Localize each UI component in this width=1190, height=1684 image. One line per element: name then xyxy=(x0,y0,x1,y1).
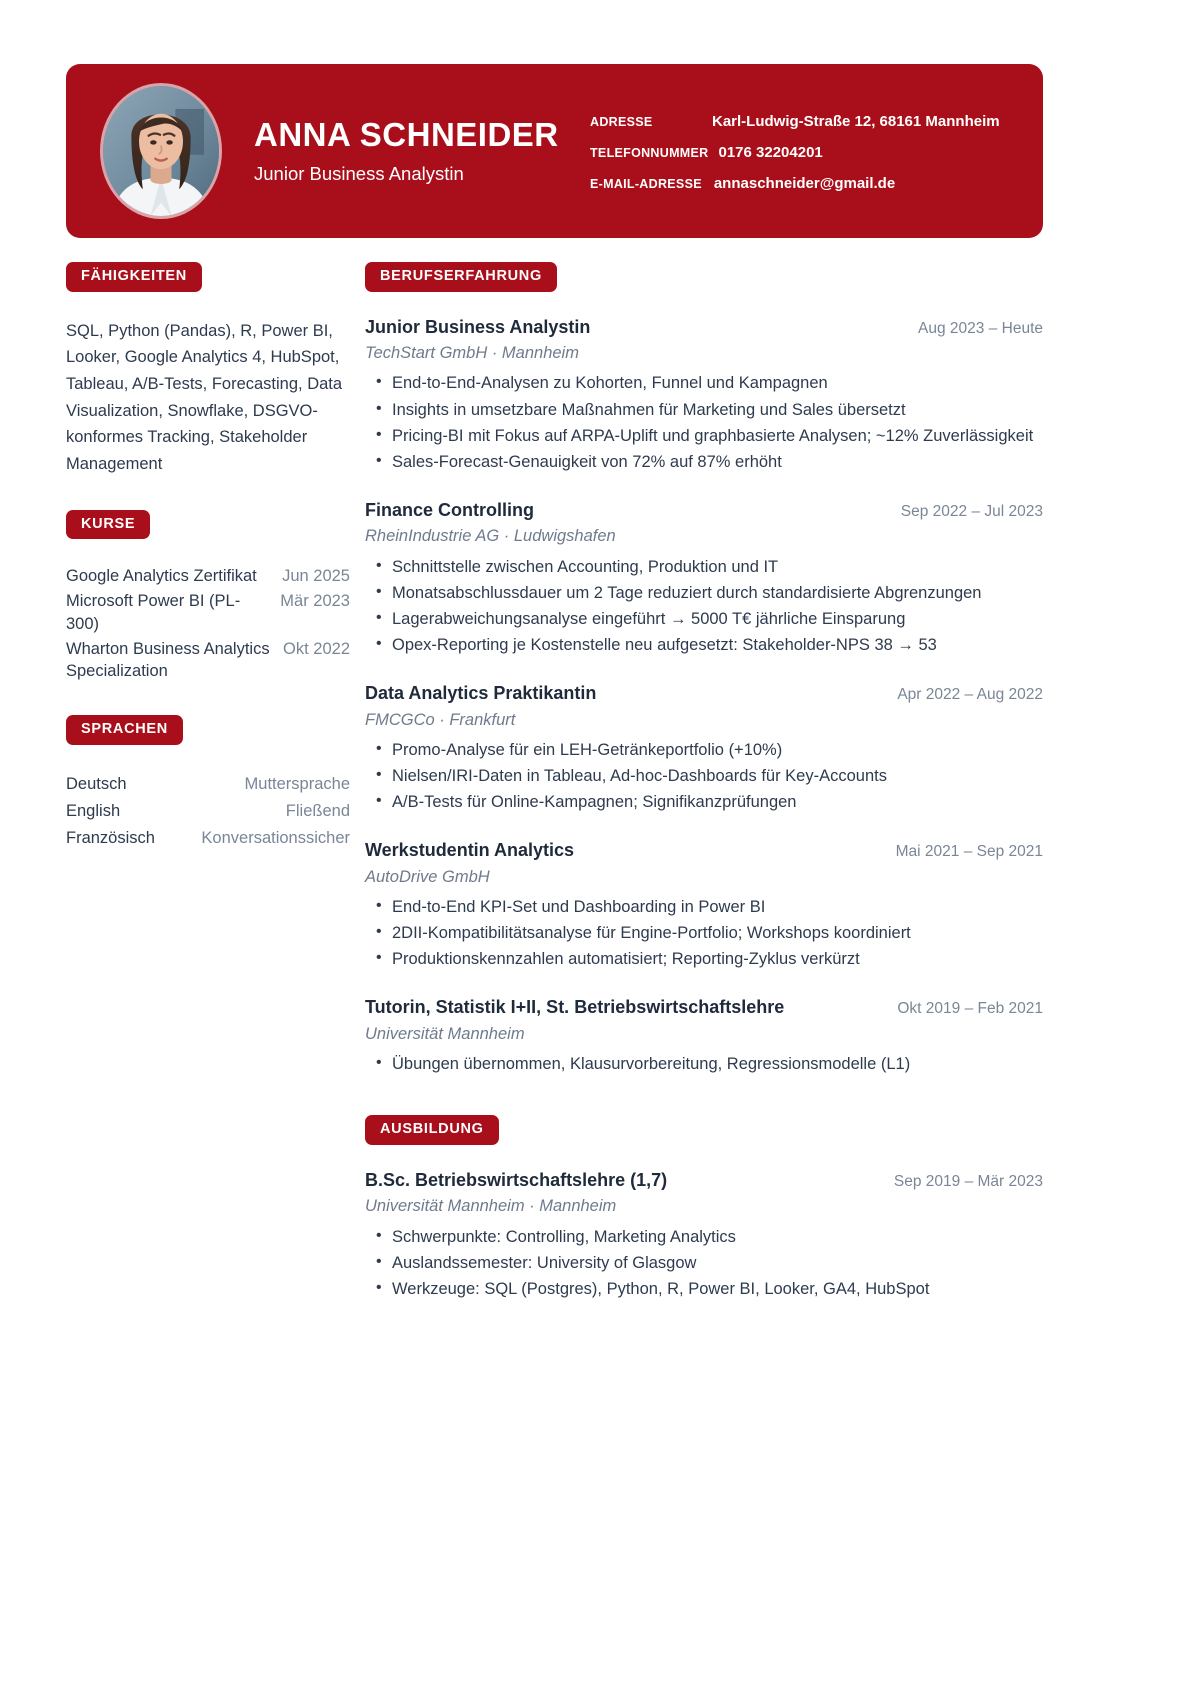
courses-list xyxy=(66,565,350,683)
entry-bullets xyxy=(365,371,1043,474)
entry-date: Aug 2023 – Heute xyxy=(918,319,1043,337)
entry-organization: Universität Mannheim xyxy=(365,1024,525,1043)
experience-entry xyxy=(365,316,1043,475)
header-banner xyxy=(66,64,1043,238)
entry-bullets xyxy=(365,738,1043,815)
entry-header xyxy=(365,1169,1043,1192)
list-item xyxy=(66,565,350,588)
entry-title: Tutorin, Statistik I+II, St. Betriebswirtschaftslehre xyxy=(365,997,785,1018)
list-item: • 2DII-Kompatibilitätsanalyse für Engine-Portfolio; Workshops koordiniert xyxy=(376,921,1043,946)
contact-row-address xyxy=(590,113,1043,130)
contact-row-email xyxy=(590,175,1043,192)
list-item: • A/B-Tests für Online-Kampagnen; Signifikanzprüfungen xyxy=(376,790,1043,815)
entry-organization: FMCGCo · Frankfurt xyxy=(365,710,516,729)
email-value[interactable]: annaschneider@gmail.de xyxy=(713,174,896,192)
section-heading-courses: KURSE xyxy=(66,510,150,540)
course-date: Okt 2022 xyxy=(283,639,350,658)
sidebar xyxy=(0,262,360,852)
list-item xyxy=(66,825,350,852)
contact-row-phone xyxy=(590,144,1043,161)
entry-title: Finance Controlling xyxy=(365,499,534,520)
education-section xyxy=(365,1115,1043,1302)
entry-header xyxy=(365,839,1043,862)
languages-section xyxy=(66,715,350,852)
list-item: • Schwerpunkte: Controlling, Marketing Analytics xyxy=(376,1225,1043,1250)
list-item: • End-to-End-Analysen zu Kohorten, Funnel und Kampagnen xyxy=(376,371,1043,396)
list-item: • Opex-Reporting je Kostenstelle neu aufgesetzt: Stakeholder-NPS 38 → 53 xyxy=(376,633,1043,658)
language-level: Konversationssicher xyxy=(201,829,350,848)
experience-entry xyxy=(365,839,1043,972)
language-level: Fließend xyxy=(285,801,350,820)
language-name: Deutsch xyxy=(66,774,127,793)
entry-date: Sep 2022 – Jul 2023 xyxy=(900,502,1043,520)
language-name: Französisch xyxy=(66,829,155,848)
entry-header xyxy=(365,499,1043,522)
list-item: • Übungen übernommen, Klausurvorbereitung, Regressionsmodelle (L1) xyxy=(376,1052,1043,1077)
phone-value: 0176 32204201 xyxy=(718,143,823,161)
person-role: Junior Business Analystin xyxy=(254,162,464,184)
course-name: Google Analytics Zertifikat xyxy=(66,567,257,586)
section-heading-skills: FÄHIGKEITEN xyxy=(66,262,202,292)
list-item: • Auslandssemester: University of Glasgow xyxy=(376,1251,1043,1276)
entry-bullets xyxy=(365,555,1043,658)
language-name: English xyxy=(66,801,121,820)
address-label: ADRESSE xyxy=(590,114,653,129)
course-date: Mär 2023 xyxy=(280,592,350,611)
address-value: Karl-Ludwig-Straße 12, 68161 Mannheim xyxy=(712,112,1000,130)
entry-date: Okt 2019 – Feb 2021 xyxy=(897,1000,1043,1018)
languages-list xyxy=(66,771,350,853)
contact-block xyxy=(590,111,1043,192)
experience-entry xyxy=(365,499,1043,658)
list-item: • Sales-Forecast-Genauigkeit von 72% auf 87% erhöht xyxy=(376,450,1043,475)
list-item xyxy=(66,798,350,825)
list-item xyxy=(66,638,350,684)
course-name: Wharton Business Analytics Specialization xyxy=(66,639,270,681)
body-columns xyxy=(0,262,1190,1303)
entry-date: Sep 2019 – Mär 2023 xyxy=(893,1172,1043,1190)
list-item: • Werkzeuge: SQL (Postgres), Python, R, Power BI, Looker, GA4, HubSpot xyxy=(376,1277,1043,1302)
email-label: E-MAIL-ADRESSE xyxy=(590,176,702,191)
list-item: • Lagerabweichungsanalyse eingeführt → 5000 T€ jährliche Einsparung xyxy=(376,607,1043,632)
avatar-photo-icon xyxy=(103,86,219,216)
entry-header xyxy=(365,682,1043,705)
list-item: • End-to-End KPI-Set und Dashboarding in Power BI xyxy=(376,895,1043,920)
entry-date: Apr 2022 – Aug 2022 xyxy=(897,686,1043,703)
list-item xyxy=(66,590,350,636)
list-item xyxy=(66,771,350,798)
list-item: • Schnittstelle zwischen Accounting, Produktion und IT xyxy=(376,555,1043,580)
entry-bullets xyxy=(365,1052,1043,1077)
entry-title: Data Analytics Praktikantin xyxy=(365,683,597,703)
list-item: • Monatsabschlussdauer um 2 Tage reduziert durch standardisierte Abgrenzungen xyxy=(376,581,1043,606)
entry-header xyxy=(365,316,1043,339)
section-heading-languages: SPRACHEN xyxy=(66,715,183,745)
entry-organization: TechStart GmbH · Mannheim xyxy=(365,344,579,362)
entry-title: Werkstudentin Analytics xyxy=(365,840,575,861)
entry-organization: Universität Mannheim · Mannheim xyxy=(365,1197,617,1216)
main-content xyxy=(360,262,1190,1303)
experience-entry xyxy=(365,996,1043,1077)
list-item: • Insights in umsetzbare Maßnahmen für Marketing und Sales übersetzt xyxy=(376,398,1043,423)
skills-text: SQL, Python (Pandas), R, Power BI, Looker, Google Analytics 4, HubSpot, Tableau, A/B-Tests, Forecasting, Data Visualization, Snowflake, DSGVO-konformes Tracking, Stakeholder Management xyxy=(66,321,343,474)
entry-organization: AutoDrive GmbH xyxy=(365,867,490,886)
list-item: • Nielsen/IRI-Daten in Tableau, Ad-hoc-Dashboards für Key-Accounts xyxy=(376,764,1043,789)
section-heading-education: AUSBILDUNG xyxy=(365,1115,499,1145)
courses-section xyxy=(66,510,350,683)
experience-entry xyxy=(365,682,1043,815)
section-heading-experience: BERUFSERFAHRUNG xyxy=(365,262,557,292)
language-level: Muttersprache xyxy=(244,774,350,793)
phone-label: TELEFONNUMMER xyxy=(590,145,709,160)
identity-block xyxy=(254,117,584,184)
course-name: Microsoft Power BI (PL-300) xyxy=(66,592,241,633)
list-item: • Promo-Analyse für ein LEH-Getränkeportfolio (+10%) xyxy=(376,738,1043,763)
person-name: ANNA SCHNEIDER xyxy=(254,116,559,154)
entry-title: Junior Business Analystin xyxy=(365,316,591,337)
avatar xyxy=(100,83,222,219)
entry-date: Mai 2021 – Sep 2021 xyxy=(895,843,1043,861)
list-item: • Pricing-BI mit Fokus auf ARPA-Uplift und graphbasierte Analysen; ~12% Zuverlässigkeit xyxy=(376,424,1043,449)
entry-title: B.Sc. Betriebswirtschaftslehre (1,7) xyxy=(365,1169,668,1190)
entry-header xyxy=(365,996,1043,1019)
entry-bullets xyxy=(365,895,1043,972)
education-entry xyxy=(365,1169,1043,1302)
list-item: • Produktionskennzahlen automatisiert; Reporting-Zyklus verkürzt xyxy=(376,947,1043,972)
entry-organization: RheinIndustrie AG · Ludwigshafen xyxy=(365,527,616,546)
course-date: Jun 2025 xyxy=(282,567,350,586)
entry-bullets xyxy=(365,1225,1043,1302)
